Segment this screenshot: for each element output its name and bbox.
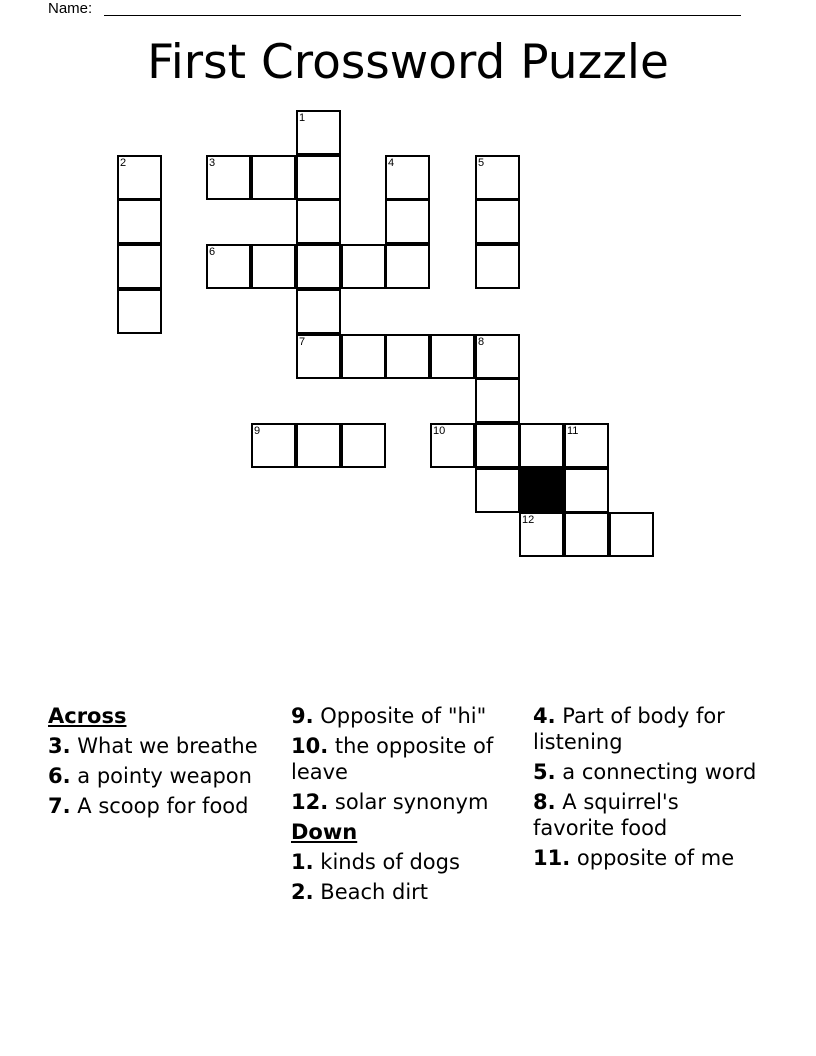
crossword-cell[interactable] [117, 289, 162, 334]
crossword-cell[interactable] [475, 334, 520, 379]
clue-number-label: 5 [478, 157, 485, 169]
clue-text: a pointy weapon [77, 764, 252, 788]
clue-text: opposite of me [576, 846, 735, 870]
crossword-cell[interactable] [475, 423, 520, 468]
clue-number-label: 2 [120, 157, 127, 169]
black-square [519, 468, 564, 513]
page-title: First Crossword Puzzle [147, 35, 669, 90]
clue-number: 5. [533, 760, 556, 784]
clue-text: Beach dirt [320, 880, 429, 904]
crossword-cell[interactable] [475, 378, 520, 423]
clue-text: Part of body for listening [533, 704, 725, 754]
clue-number: 7. [48, 794, 71, 818]
clue-number-label: 9 [254, 425, 261, 437]
clue-down-2 [291, 879, 523, 905]
clue-text: the opposite of leave [291, 734, 494, 784]
clue-number: 11. [533, 846, 571, 870]
crossword-cell[interactable] [117, 244, 162, 289]
crossword-cell[interactable] [564, 423, 609, 468]
clue-across-9 [291, 703, 523, 729]
clue-across-12 [291, 789, 523, 815]
clue-across-7 [48, 793, 280, 819]
crossword-cell[interactable] [341, 244, 386, 289]
clue-across-10 [291, 733, 523, 785]
clues-column-1 [48, 703, 280, 823]
crossword-cell[interactable] [296, 110, 341, 155]
clue-number-label: 11 [567, 425, 579, 437]
clues-column-2 [291, 703, 523, 909]
clue-number: 4. [533, 704, 556, 728]
crossword-cell[interactable] [296, 155, 341, 200]
clue-number: 12. [291, 790, 329, 814]
clue-number-label: 3 [209, 157, 216, 169]
clue-text: solar synonym [334, 790, 489, 814]
crossword-cell[interactable] [251, 244, 296, 289]
crossword-cell[interactable] [430, 334, 475, 379]
clue-down-5 [533, 759, 765, 785]
crossword-cell[interactable] [385, 155, 430, 200]
clue-number: 3. [48, 734, 71, 758]
crossword-cell[interactable] [475, 199, 520, 244]
crossword-cell[interactable] [296, 244, 341, 289]
crossword-cell[interactable] [385, 334, 430, 379]
crossword-cell[interactable] [564, 468, 609, 513]
crossword-cell[interactable] [609, 512, 654, 557]
crossword-cell[interactable] [475, 468, 520, 513]
clue-number: 8. [533, 790, 556, 814]
clue-down-4 [533, 703, 765, 755]
clue-down-11 [533, 845, 765, 871]
crossword-cell[interactable] [519, 512, 564, 557]
crossword-cell[interactable] [117, 199, 162, 244]
crossword-cell[interactable] [296, 289, 341, 334]
clue-down-8 [533, 789, 765, 841]
clue-text: A squirrel's favorite food [533, 790, 679, 840]
clue-number: 10. [291, 734, 329, 758]
crossword-cell[interactable] [251, 155, 296, 200]
clue-number-label: 8 [478, 336, 485, 348]
clue-text: A scoop for food [77, 794, 249, 818]
clue-number-label: 7 [299, 336, 306, 348]
clues-column-3 [533, 703, 765, 875]
clue-down-1 [291, 849, 523, 875]
across-heading: Across [48, 704, 127, 728]
crossword-cell[interactable] [117, 155, 162, 200]
clue-number: 9. [291, 704, 314, 728]
clue-number: 6. [48, 764, 71, 788]
clue-text: a connecting word [562, 760, 757, 784]
crossword-cell[interactable] [206, 244, 251, 289]
clue-text: kinds of dogs [320, 850, 460, 874]
crossword-cell[interactable] [296, 334, 341, 379]
crossword-cell[interactable] [430, 423, 475, 468]
clue-across-6 [48, 763, 280, 789]
clue-number: 1. [291, 850, 314, 874]
crossword-cell[interactable] [519, 423, 564, 468]
crossword-cell[interactable] [385, 199, 430, 244]
clue-number-label: 4 [388, 157, 395, 169]
clue-across-3 [48, 733, 280, 759]
down-heading: Down [291, 820, 358, 844]
crossword-cell[interactable] [296, 199, 341, 244]
crossword-cell[interactable] [475, 155, 520, 200]
clue-number: 2. [291, 880, 314, 904]
crossword-cell[interactable] [341, 334, 386, 379]
clue-text: Opposite of "hi" [320, 704, 487, 728]
clue-number-label: 10 [433, 425, 446, 437]
clue-number-label: 6 [209, 246, 216, 258]
clue-number-label: 12 [522, 514, 535, 526]
crossword-cell[interactable] [341, 423, 386, 468]
crossword-cell[interactable] [296, 423, 341, 468]
clue-text: What we breathe [77, 734, 258, 758]
crossword-cell[interactable] [206, 155, 251, 200]
name-label: Name: [48, 0, 93, 17]
crossword-cell[interactable] [564, 512, 609, 557]
clue-number-label: 1 [299, 112, 306, 124]
crossword-cell[interactable] [475, 244, 520, 289]
crossword-cell[interactable] [251, 423, 296, 468]
crossword-cell[interactable] [385, 244, 430, 289]
